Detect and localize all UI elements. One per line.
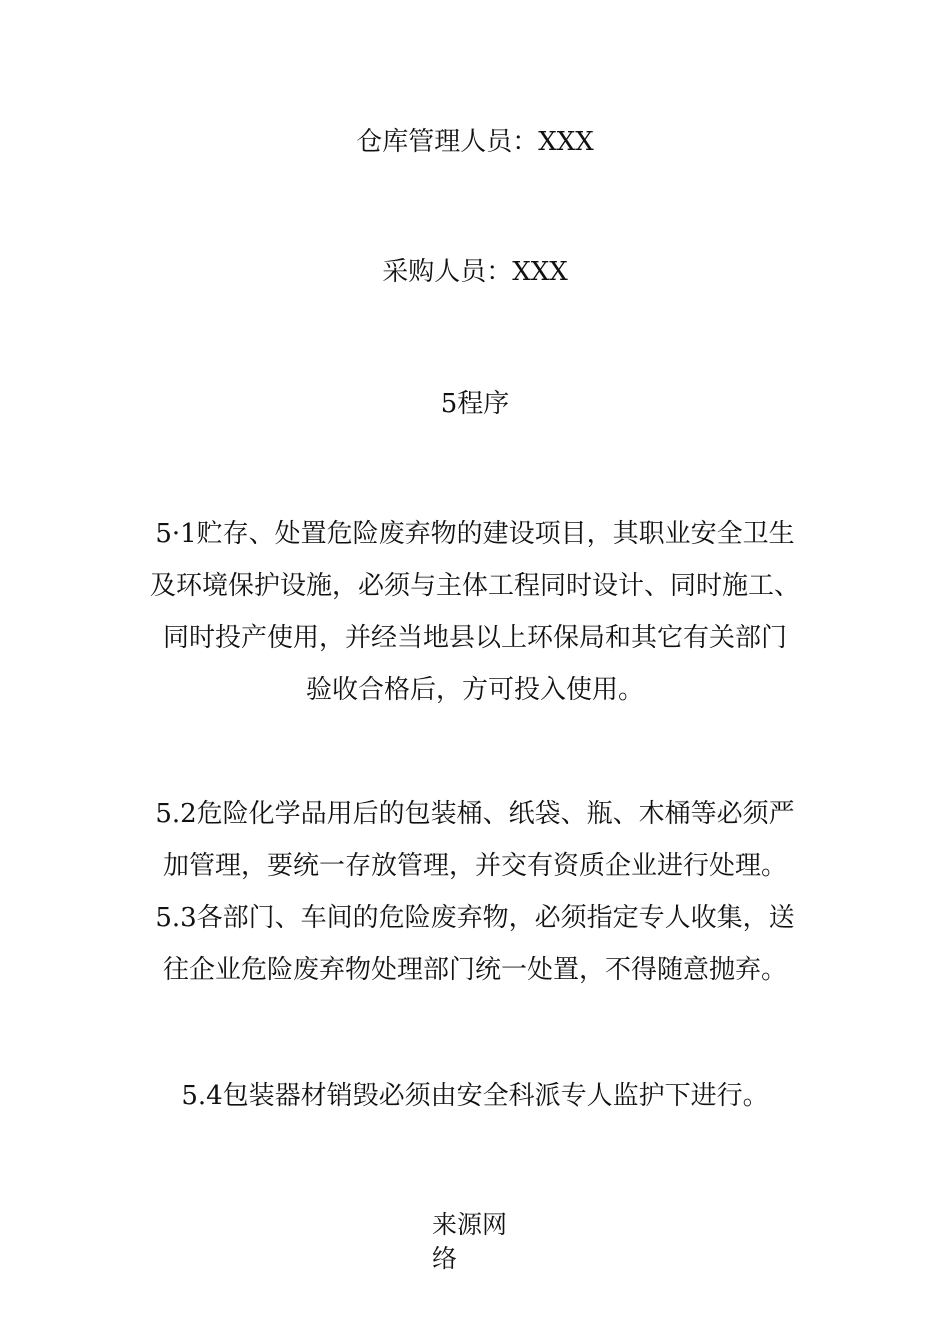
source-note-line-2: 络 [432, 1244, 458, 1273]
clause-5-1-line-1: 5·1贮存、处置危险废弃物的建设项目，其职业安全卫生 [155, 519, 795, 549]
clause-5-2-5-3 [130, 788, 820, 996]
purchaser-line: 采购人员：XXX [382, 257, 568, 287]
clause-5-1 [130, 508, 820, 716]
source-note [432, 1208, 532, 1276]
clause-5-1-line-2: 及环境保护设施，必须与主体工程同时设计、同时施工、 [149, 571, 800, 601]
clause-5-3-line-2: 往企业危险废弃物处理部门统一处置，不得随意抛弃。 [162, 955, 787, 985]
source-note-line-1: 来源网 [432, 1210, 508, 1239]
section-heading: 5程序 [440, 389, 510, 419]
clause-5-1-line-4: 验收合格后，方可投入使用。 [305, 675, 644, 705]
clause-5-3-line-1: 5.3各部门、车间的危险废弃物，必须指定专人收集，送 [155, 903, 795, 933]
clause-5-2-line-2: 加管理，要统一存放管理，并交有资质企业进行处理。 [162, 851, 787, 881]
clause-5-1-line-3: 同时投产使用，并经当地县以上环保局和其它有关部门 [162, 623, 787, 653]
clause-5-4: 5.4包装器材销毁必须由安全科派专人监护下进行。 [181, 1081, 769, 1111]
warehouse-manager-line: 仓库管理人员：XXX [356, 127, 594, 157]
clause-5-2-line-1: 5.2危险化学品用后的包装桶、纸袋、瓶、木桶等必须严 [155, 799, 795, 829]
